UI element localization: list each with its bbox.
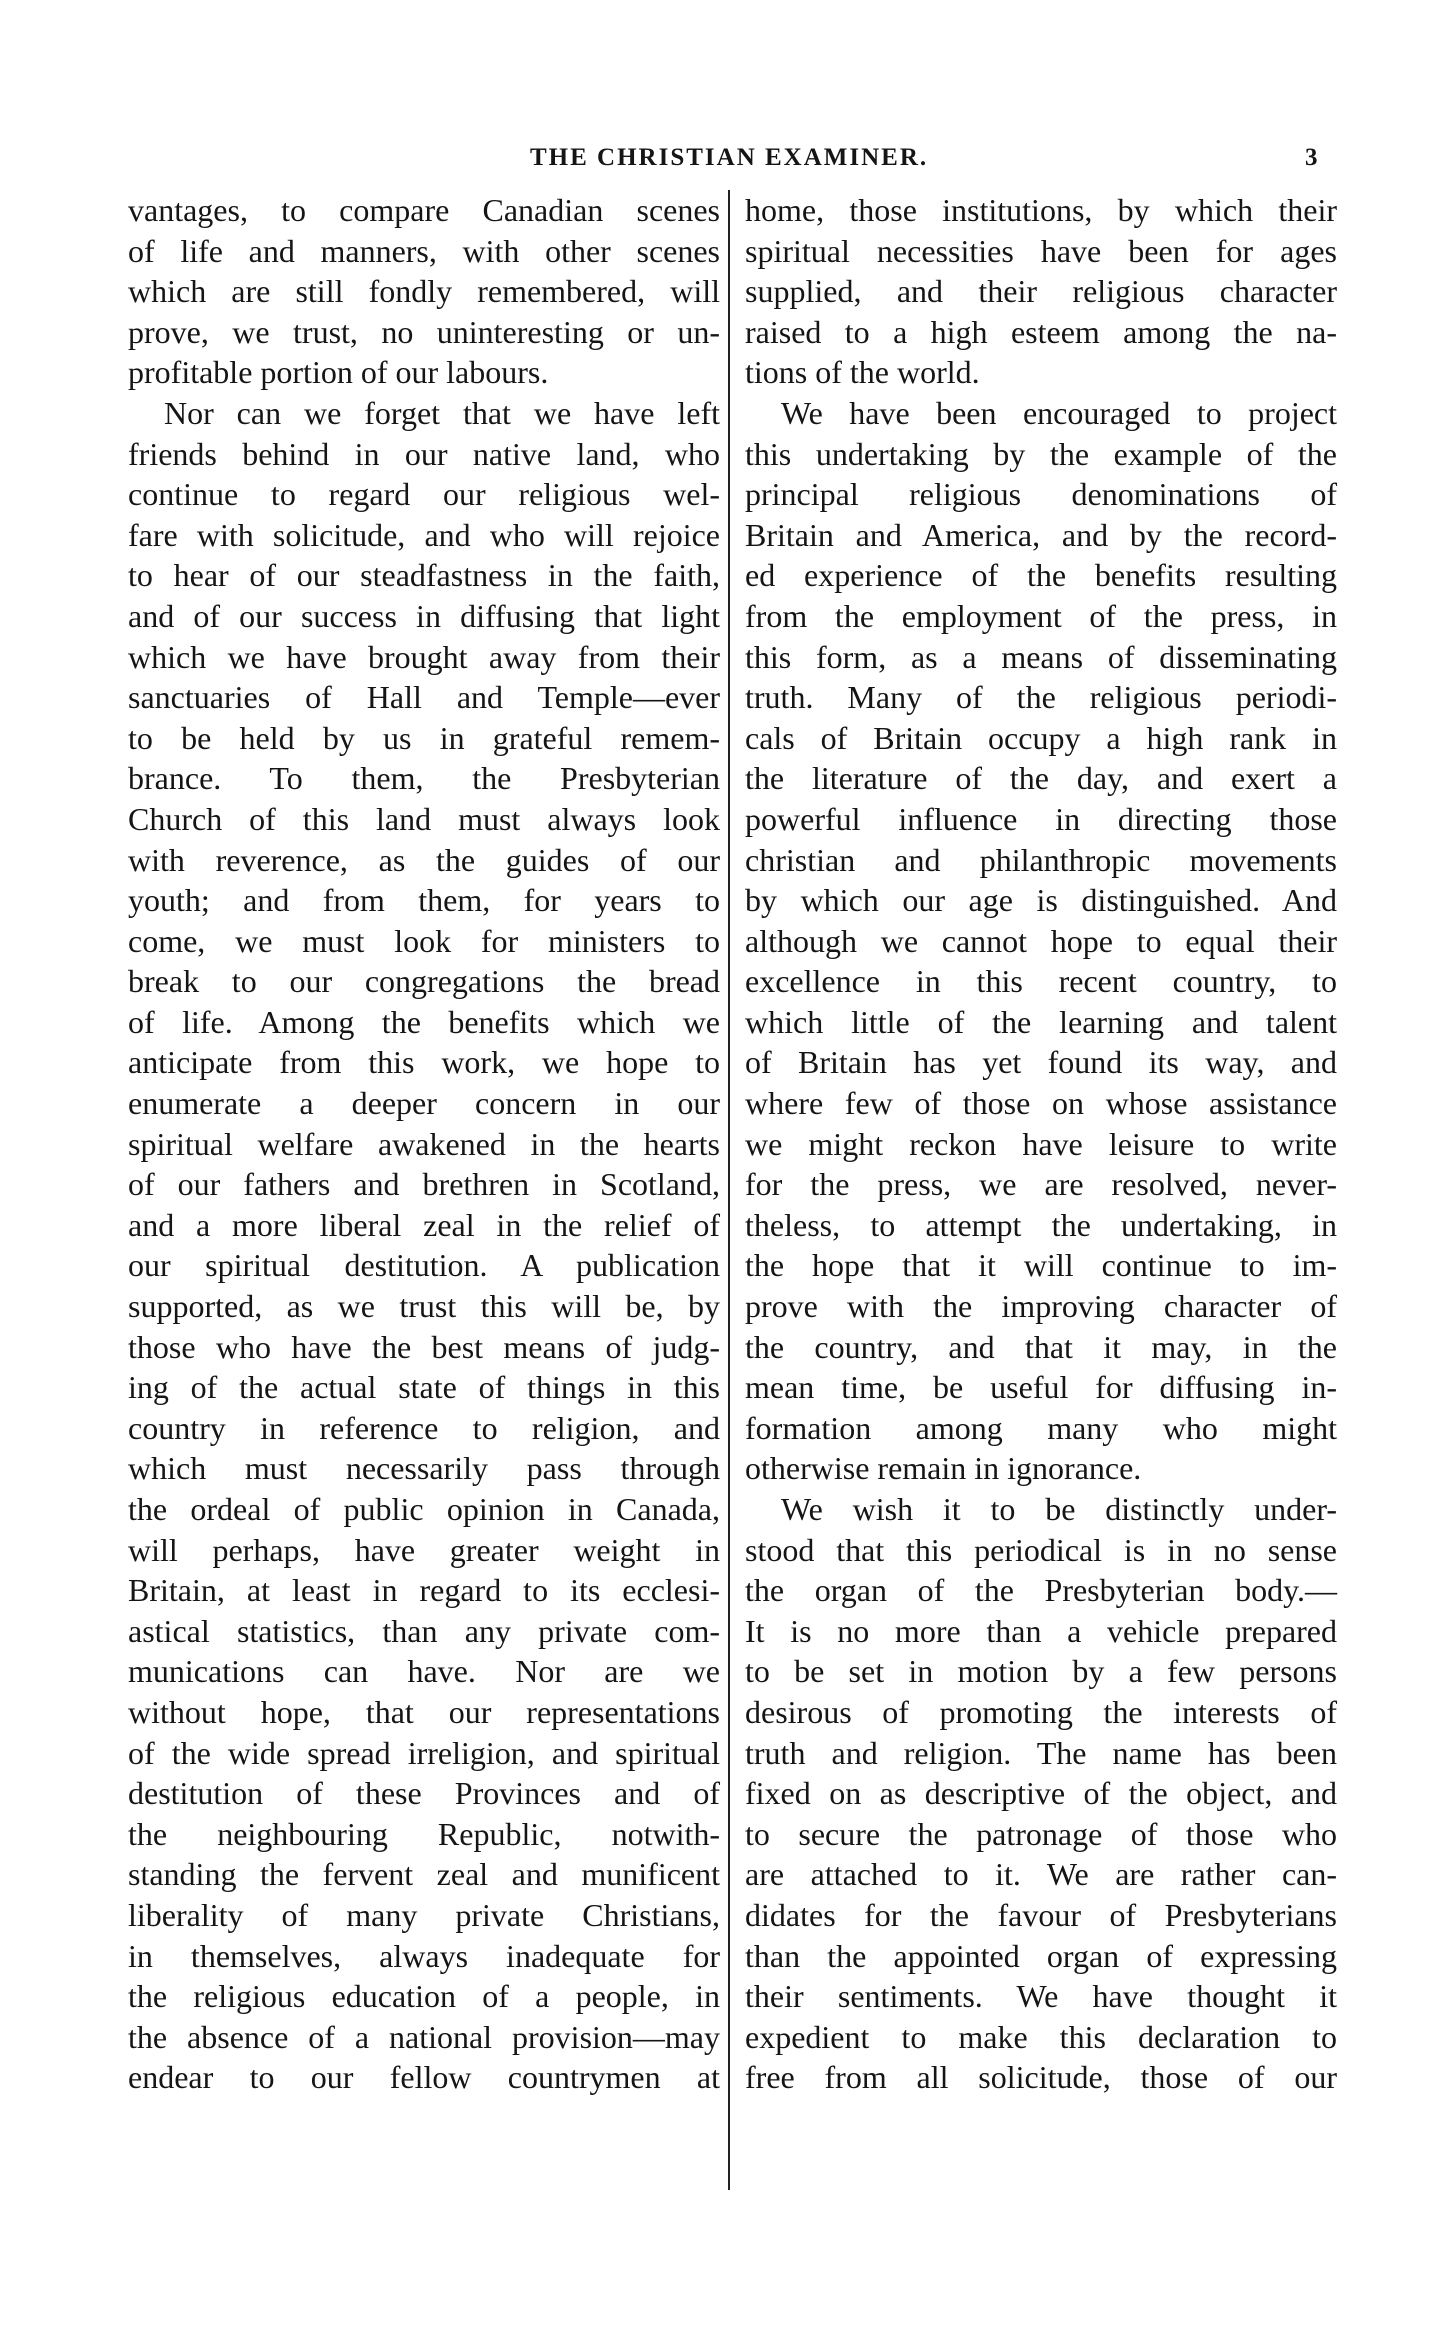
column-rule [728, 190, 730, 2190]
text-line: of Britain has yet found its way, and [745, 1044, 1337, 1081]
text-line: fixed on as descriptive of the object, and [745, 1775, 1337, 1812]
text-line: of life and manners, with other scenes [128, 232, 720, 269]
text-line: of our fathers and brethren in Scotland, [128, 1166, 720, 1203]
text-line: spiritual welfare awakened in the hearts [128, 1125, 720, 1162]
text-line: tions of the world. [745, 354, 980, 391]
text-line: anticipate from this work, we hope to [128, 1044, 720, 1081]
text-line: otherwise remain in ignorance. [745, 1450, 1142, 1487]
text-line: ing of the actual state of things in this [128, 1369, 720, 1406]
text-line: will perhaps, have greater weight in [128, 1531, 720, 1568]
text-line: spiritual necessities have been for ages [745, 232, 1337, 269]
text-line: astical statistics, than any private com- [128, 1612, 720, 1649]
text-line: mean time, be useful for diffusing in- [745, 1369, 1337, 1406]
text-line: principal religious denominations of [745, 476, 1337, 513]
text-line: where few of those on whose assistance [745, 1085, 1337, 1122]
text-line: to be held by us in grateful remem- [128, 719, 720, 756]
text-line: powerful influence in directing those [745, 800, 1337, 837]
text-line: the neighbouring Republic, notwith- [128, 1815, 720, 1852]
text-line: and of our success in diffusing that light [128, 597, 720, 634]
text-line: their sentiments. We have thought it [745, 1978, 1337, 2015]
text-line: without hope, that our representations [128, 1693, 720, 1730]
text-line: the ordeal of public opinion in Canada, [128, 1491, 720, 1527]
text-line: truth. Many of the religious periodi- [745, 679, 1337, 716]
text-line: from the employment of the press, in [745, 597, 1337, 634]
text-line: which little of the learning and talent [745, 1003, 1337, 1040]
text-line: excellence in this recent country, to [745, 963, 1337, 1000]
left-column [128, 190, 720, 2098]
text-line: christian and philanthropic movements [745, 841, 1337, 878]
text-line: country in reference to religion, and [128, 1409, 720, 1446]
text-line: with reverence, as the guides of our [128, 841, 720, 878]
text-line: destitution of these Provinces and of [128, 1775, 720, 1812]
page-number: 3 [1305, 144, 1318, 171]
text-line: supplied, and their religious character [745, 273, 1337, 310]
running-title: THE CHRISTIAN EXAMINER. [530, 144, 929, 171]
text-line: and a more liberal zeal in the relief of [128, 1206, 720, 1243]
text-line: to secure the patronage of those who [745, 1815, 1337, 1852]
running-head [0, 138, 1450, 178]
text-line: the country, and that it may, in the [745, 1328, 1337, 1365]
text-line: Nor can we forget that we have left [164, 394, 720, 431]
text-line: to hear of our steadfastness in the faith, [128, 557, 720, 594]
text-line: this undertaking by the example of the [745, 435, 1337, 472]
text-line: the hope that it will continue to im- [745, 1247, 1337, 1284]
text-line: Britain, at least in regard to its ecclesi- [128, 1572, 720, 1609]
text-line: formation among many who might [745, 1409, 1337, 1446]
text-line: the religious education of a people, in [128, 1978, 720, 2015]
text-line: this form, as a means of disseminating [745, 638, 1337, 675]
text-line: we might reckon have leisure to write [745, 1125, 1337, 1162]
text-line: come, we must look for ministers to [128, 922, 720, 959]
text-line: ed experience of the benefits resulting [745, 557, 1337, 594]
text-line: theless, to attempt the undertaking, in [745, 1206, 1337, 1243]
text-line: free from all solicitude, those of our [745, 2059, 1337, 2096]
text-line: although we cannot hope to equal their [745, 922, 1337, 959]
text-line: friends behind in our native land, who [128, 435, 720, 472]
text-line: standing the fervent zeal and munificent [128, 1856, 720, 1893]
text-line: for the press, we are resolved, never- [745, 1166, 1337, 1203]
text-line: in themselves, always inadequate for [128, 1937, 720, 1974]
text-line: enumerate a deeper concern in our [128, 1085, 720, 1122]
text-line: by which our age is distinguished. And [745, 882, 1337, 919]
text-line: raised to a high esteem among the na- [745, 313, 1337, 350]
text-line: which are still fondly remembered, will [128, 273, 720, 310]
text-line: brance. To them, the Presbyterian [128, 760, 720, 797]
text-line: cals of Britain occupy a high rank in [745, 719, 1337, 756]
text-line: profitable portion of our labours. [128, 354, 549, 391]
text-line: prove, we trust, no uninteresting or un- [128, 313, 720, 350]
text-line: break to our congregations the bread [128, 963, 720, 1000]
text-line: didates for the favour of Presbyterians [745, 1896, 1337, 1933]
text-line: supported, as we trust this will be, by [128, 1288, 720, 1325]
text-line: endear to our fellow countrymen at [128, 2059, 720, 2096]
text-line: desirous of promoting the interests of [745, 1693, 1337, 1730]
text-line: It is no more than a vehicle prepared [745, 1612, 1337, 1649]
text-line: our spiritual destitution. A publication [128, 1247, 720, 1284]
right-column [745, 190, 1337, 2098]
text-line: fare with solicitude, and who will rejoice [128, 516, 720, 553]
text-line: youth; and from them, for years to [128, 882, 720, 919]
text-line: sanctuaries of Hall and Temple—ever [128, 679, 720, 716]
text-line: of life. Among the benefits which we [128, 1003, 720, 1040]
text-line: munications can have. Nor are we [128, 1653, 720, 1690]
text-line: stood that this periodical is in no sense [745, 1531, 1337, 1568]
text-line: the organ of the Presbyterian body.— [745, 1572, 1337, 1609]
text-line: Church of this land must always look [128, 800, 720, 837]
text-line: home, those institutions, by which their [745, 192, 1337, 228]
text-line: prove with the improving character of [745, 1288, 1337, 1325]
text-line: of the wide spread irreligion, and spiritual [128, 1734, 720, 1771]
text-line: those who have the best means of judg- [128, 1328, 720, 1365]
text-line: to be set in motion by a few persons [745, 1653, 1337, 1690]
text-line: We have been encouraged to project [781, 394, 1337, 431]
text-line: We wish it to be distinctly under- [781, 1491, 1337, 1527]
text-line: liberality of many private Christians, [128, 1896, 720, 1933]
text-line: vantages, to compare Canadian scenes [128, 192, 720, 228]
text-line: truth and religion. The name has been [745, 1734, 1337, 1771]
text-line: which must necessarily pass through [128, 1450, 720, 1487]
text-line: Britain and America, and by the record- [745, 516, 1337, 553]
text-line: which we have brought away from their [128, 638, 720, 675]
text-line: expedient to make this declaration to [745, 2018, 1337, 2055]
text-line: the absence of a national provision—may [128, 2018, 720, 2055]
text-line: the literature of the day, and exert a [745, 760, 1337, 797]
text-line: continue to regard our religious wel- [128, 476, 720, 513]
text-line: than the appointed organ of expressing [745, 1937, 1337, 1974]
text-line: are attached to it. We are rather can- [745, 1856, 1337, 1893]
